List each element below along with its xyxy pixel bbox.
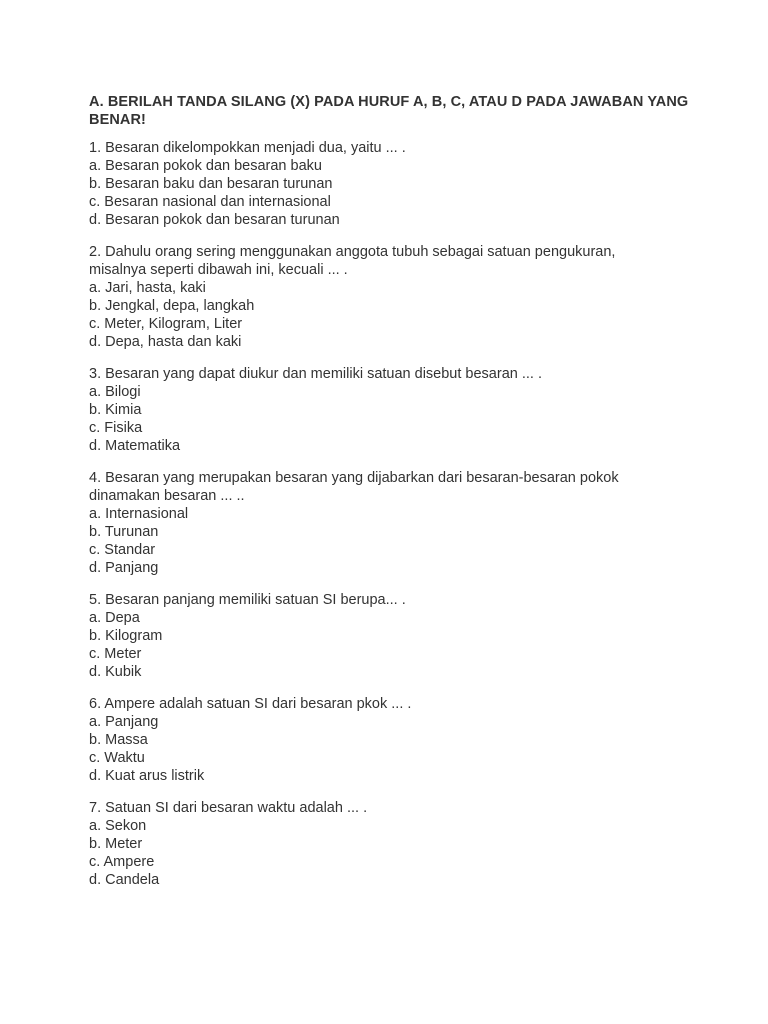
option-d: d. Depa, hasta dan kaki: [89, 334, 242, 350]
worksheet: [89, 93, 689, 903]
option-a: a. Besaran pokok dan besaran baku: [89, 158, 322, 174]
option-a: a. Panjang: [89, 714, 159, 730]
option-b: b. Meter: [89, 836, 143, 852]
option-c: c. Fisika: [89, 420, 143, 436]
option-d: d. Panjang: [89, 560, 159, 576]
option-a: a. Bilogi: [89, 384, 141, 400]
question-text: 7. Satuan SI dari besaran waktu adalah ... .: [89, 800, 368, 816]
question-5: [89, 591, 689, 681]
option-c: c. Standar: [89, 542, 156, 558]
question-text: 1. Besaran dikelompokkan menjadi dua, yaitu ... .: [89, 140, 406, 156]
question-1: [89, 139, 689, 229]
question-3: [89, 365, 689, 455]
option-c: c. Ampere: [89, 854, 155, 870]
question-2: [89, 243, 689, 351]
option-b: b. Massa: [89, 732, 148, 748]
question-7: [89, 799, 689, 889]
question-text: 5. Besaran panjang memiliki satuan SI berupa... .: [89, 592, 406, 608]
option-b: b. Besaran baku dan besaran turunan: [89, 176, 333, 192]
question-text: 6. Ampere adalah satuan SI dari besaran pkok ... .: [89, 696, 412, 712]
question-6: [89, 695, 689, 785]
section-heading: A. BERILAH TANDA SILANG (X) PADA HURUF A, B, C, ATAU D PADA JAWABAN YANG BENAR!: [89, 94, 689, 128]
option-b: b. Jengkal, depa, langkah: [89, 298, 255, 314]
option-a: a. Jari, hasta, kaki: [89, 280, 206, 296]
question-text: 4. Besaran yang merupakan besaran yang dijabarkan dari besaran-besaran pokok dinamakan besaran ... ..: [89, 470, 619, 504]
option-d: d. Matematika: [89, 438, 181, 454]
question-text: 2. Dahulu orang sering menggunakan anggota tubuh sebagai satuan pengukuran, misalnya seperti dibawah ini, kecuali ... .: [89, 244, 616, 278]
option-a: a. Internasional: [89, 506, 189, 522]
option-b: b. Kilogram: [89, 628, 163, 644]
option-c: c. Meter: [89, 646, 142, 662]
option-d: d. Besaran pokok dan besaran turunan: [89, 212, 340, 228]
option-d: d. Candela: [89, 872, 160, 888]
option-a: a. Depa: [89, 610, 140, 626]
option-d: d. Kubik: [89, 664, 142, 680]
option-b: b. Kimia: [89, 402, 142, 418]
option-d: d. Kuat arus listrik: [89, 768, 205, 784]
option-c: c. Meter, Kilogram, Liter: [89, 316, 243, 332]
option-b: b. Turunan: [89, 524, 159, 540]
question-text: 3. Besaran yang dapat diukur dan memiliki satuan disebut besaran ... .: [89, 366, 542, 382]
question-4: [89, 469, 689, 577]
option-a: a. Sekon: [89, 818, 147, 834]
option-c: c. Besaran nasional dan internasional: [89, 194, 331, 210]
option-c: c. Waktu: [89, 750, 145, 766]
